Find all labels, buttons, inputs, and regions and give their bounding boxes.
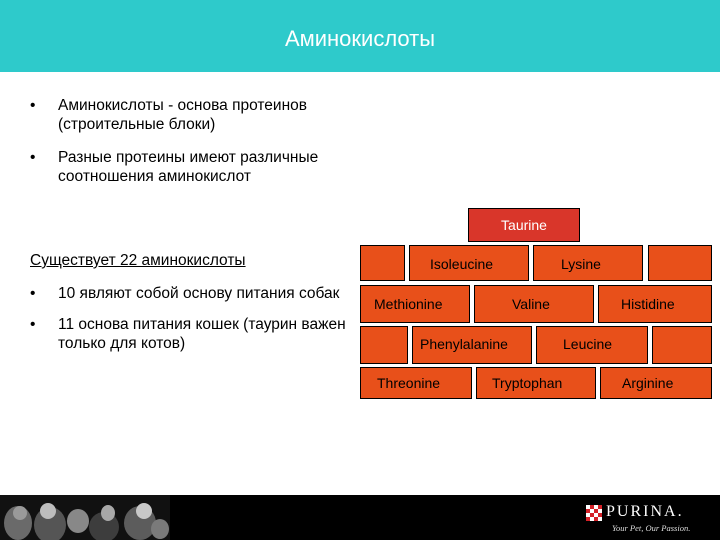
label-lysine: Lysine: [561, 256, 601, 272]
label-isoleucine: Isoleucine: [430, 256, 494, 272]
label-threonine: Threonine: [377, 375, 441, 391]
bullet-dot: •: [30, 316, 36, 333]
bullet-list-bottom: [30, 284, 350, 367]
block: [360, 326, 408, 364]
label-phenylalanine: Phenylalanine: [420, 336, 508, 352]
bullet-dot: •: [30, 149, 36, 166]
brand-tagline: Your Pet, Our Passion.: [612, 523, 691, 533]
taurine-block: Taurine: [468, 208, 580, 242]
label-valine: Valine: [512, 296, 550, 312]
label-tryptophan: Tryptophan: [492, 375, 563, 391]
block: [652, 326, 712, 364]
subheading: Существует 22 аминокислоты: [30, 252, 246, 269]
slide-title: Аминокислоты: [284, 26, 436, 51]
block: [648, 245, 712, 281]
bullet-text: 11 основа питания кошек (таурин важен только для котов): [58, 316, 346, 352]
checkerboard-icon: [586, 505, 602, 521]
purina-logo: [586, 503, 706, 535]
label-leucine: Leucine: [563, 336, 613, 352]
bullet-text: Разные протеины имеют различные соотношения аминокислот: [58, 149, 319, 185]
block: [360, 245, 405, 281]
bullet-dot: •: [30, 285, 36, 302]
bullet-item: [30, 315, 350, 353]
bullet-item: [30, 148, 350, 186]
brand-name: PURINA.: [606, 503, 684, 520]
pets-photo-strip: [0, 495, 170, 540]
bullet-text: Аминокислоты - основа протеинов (строительные блоки): [58, 97, 307, 133]
label-arginine: Arginine: [622, 375, 674, 391]
bullet-list-top: [30, 96, 350, 200]
label-methionine: Methionine: [374, 296, 443, 312]
footer-bar: [0, 495, 720, 540]
title-bar: [0, 0, 720, 72]
bullet-item: [30, 96, 350, 134]
bullet-text: 10 являют собой основу питания собак: [58, 285, 340, 302]
label-histidine: Histidine: [621, 296, 675, 312]
bullet-item: [30, 284, 350, 303]
bullet-dot: •: [30, 97, 36, 114]
